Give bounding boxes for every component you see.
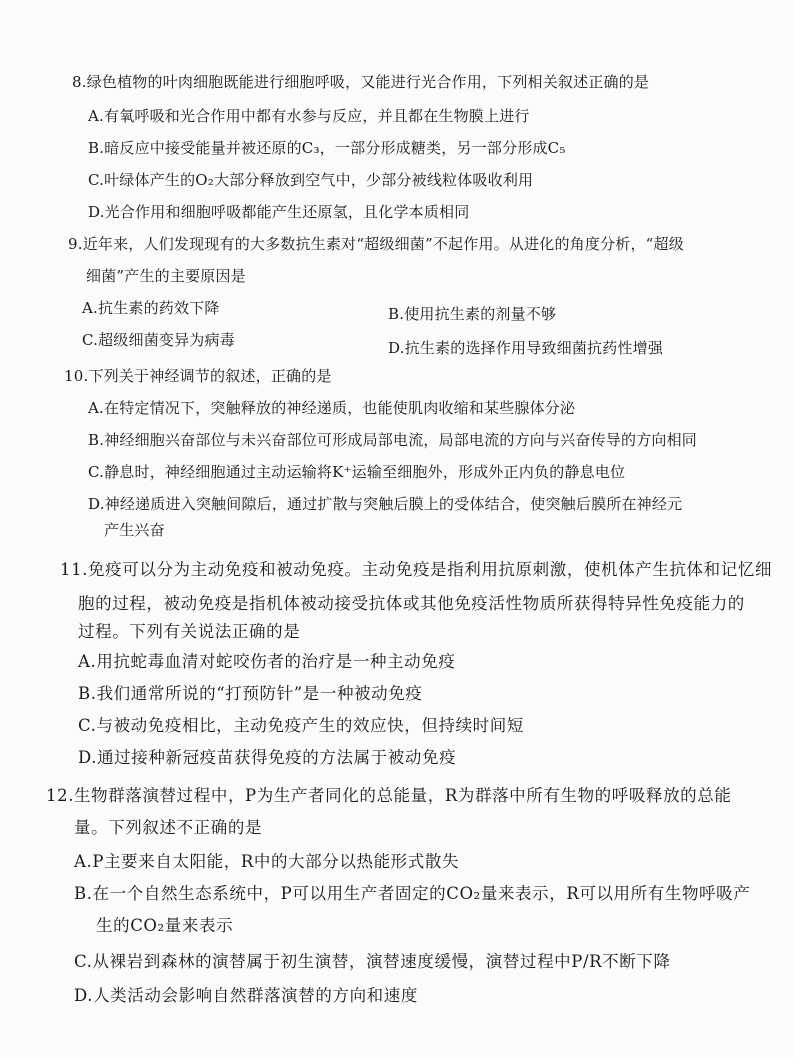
question-12-option-a: A.P主要来自太阳能，R中的大部分以热能形式散失: [74, 852, 460, 871]
question-10-option-d-line-1: D.神经递质进入突触间隙后，通过扩散与突触后膜上的受体结合，使突触后膜所在神经元: [88, 495, 683, 513]
question-10-option-b: B.神经细胞兴奋部位与未兴奋部位可形成局部电流，局部电流的方向与兴奋传导的方向相同: [88, 431, 697, 449]
question-11-option-c: C.与被动免疫相比，主动免疫产生的效应快，但持续时间短: [78, 716, 524, 735]
question-9-option-d: D.抗生素的选择作用导致细菌抗药性增强: [388, 339, 664, 357]
question-9-option-c: C.超级细菌变异为病毒: [82, 331, 235, 349]
question-12-option-d: D.人类活动会影响自然群落演替的方向和速度: [74, 986, 418, 1005]
question-10-option-d-line-2: 产生兴奋: [104, 521, 165, 539]
question-9-stem-line-2: 细菌”产生的主要原因是: [86, 267, 246, 285]
question-12-option-c: C.从裸岩到森林的演替属于初生演替，演替速度缓慢，演替过程中P/R不断下降: [74, 952, 671, 971]
question-8-option-c: C.叶绿体产生的O₂大部分释放到空气中，少部分被线粒体吸收利用: [88, 171, 534, 189]
question-11-option-b: B.我们通常所说的“打预防针”是一种被动免疫: [78, 684, 423, 703]
question-10-stem: 10.下列关于神经调节的叙述，正确的是: [64, 367, 332, 385]
question-10-option-c: C.静息时，神经细胞通过主动运输将K⁺运输至细胞外，形成外正内负的静息电位: [88, 463, 626, 481]
question-12-option-b-line-1: B.在一个自然生态系统中，P可以用生产者固定的CO₂量来表示，R可以用所有生物呼吸产: [74, 884, 751, 903]
question-8-option-b: B.暗反应中接受能量并被还原的C₃，一部分形成糖类，另一部分形成C₅: [88, 139, 566, 157]
question-9-option-b: B.使用抗生素的剂量不够: [388, 305, 557, 323]
question-12-option-b-line-2: 生的CO₂量来表示: [96, 916, 234, 935]
question-9-option-a: A.抗生素的药效下降: [82, 299, 220, 317]
question-11-stem-line-3: 过程。下列有关说法正确的是: [78, 622, 301, 641]
question-12-stem-line-1: 12.生物群落演替过程中，P为生产者同化的总能量，R为群落中所有生物的呼吸释放的总能: [46, 786, 732, 805]
question-11-option-a: A.用抗蛇毒血清对蛇咬伤者的治疗是一种主动免疫: [78, 652, 456, 671]
question-12-stem-line-2: 量。下列叙述不正确的是: [74, 818, 263, 837]
question-10-option-a: A.在特定情况下，突触释放的神经递质，也能使肌肉收缩和某些腺体分泌: [88, 399, 576, 417]
question-11-stem-line-2: 胞的过程，被动免疫是指机体被动接受抗体或其他免疫活性物质所获得特异性免疫能力的: [78, 594, 745, 613]
question-11-option-d: D.通过接种新冠疫苗获得免疫的方法属于被动免疫: [78, 748, 457, 767]
question-11-stem-line-1: 11.免疫可以分为主动免疫和被动免疫。主动免疫是指利用抗原刺激，使机体产生抗体和记忆细: [60, 560, 773, 579]
question-9-stem-line-1: 9.近年来，人们发现现有的大多数抗生素对“超级细菌”不起作用。从进化的角度分析，“超级: [68, 235, 684, 253]
question-8-option-a: A.有氧呼吸和光合作用中都有水参与反应，并且都在生物膜上进行: [88, 107, 530, 125]
question-8-option-d: D.光合作用和细胞呼吸都能产生还原氢，且化学本质相同: [88, 203, 470, 221]
question-8-stem: 8.绿色植物的叶肉细胞既能进行细胞呼吸，又能进行光合作用，下列相关叙述正确的是: [72, 73, 650, 91]
